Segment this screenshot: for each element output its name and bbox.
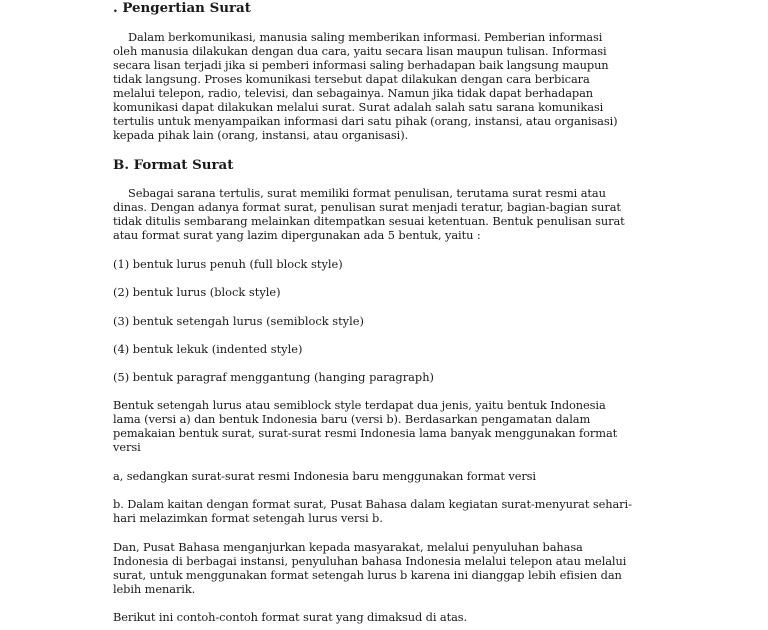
paragraph-line: Bentuk setengah lurus atau semiblock style terdapat dua jenis, yaitu bentuk Indonesia [113,398,606,412]
paragraph-line: atau format surat yang lazim dipergunakan ada 5 bentuk, yaitu : [113,228,481,242]
format-list [113,257,434,398]
section-b-heading: B. Format Surat [113,157,234,173]
list-item: (3) bentuk setengah lurus (semiblock style) [113,313,364,328]
paragraph-line: Berikut ini contoh-contoh format surat yang dimaksud di atas. [113,610,468,624]
paragraph-line: tertulis untuk menyampaikan informasi dari satu pihak (orang, instansi, atau organisasi) [113,114,618,128]
paragraph-semiblock [113,398,617,454]
paragraph-line: Indonesia di berbagai instansi, penyuluhan bahasa Indonesia melalui telepon atau melalui [113,554,627,568]
paragraph-version-a [113,469,536,483]
list-item: (1) bentuk lurus penuh (full block style) [113,257,343,271]
paragraph-line: melalui telepon, radio, televisi, dan sebagainya. Namun jika tidak dapat berhadapan [113,86,594,100]
paragraph-version-b [113,497,632,525]
paragraph-line: kepada pihak lain (orang, instansi, atau organisasi). [113,128,409,142]
paragraph-line: versi [113,440,141,454]
paragraph-line: b. Dalam kaitan dengan format surat, Pusat Bahasa dalam kegiatan surat-menyurat sehari- [113,497,632,511]
paragraph-line: secara lisan terjadi jika si pemberi informasi saling berhadapan baik langsung maupun [113,58,609,72]
paragraph-line: oleh manusia dilakukan dengan dua cara, yaitu secara lisan maupun tulisan. Informasi [113,44,607,58]
paragraph-line: Dalam berkomunikasi, manusia saling memberikan informasi. Pemberian informasi [128,30,603,44]
paragraph-line: tidak ditulis sembarang melainkan ditempatkan sesuai ketentuan. Bentuk penulisan surat [113,214,625,228]
section-a-heading: . Pengertian Surat [113,0,251,16]
paragraph-line: tidak langsung. Proses komunikasi tersebut dapat dilakukan dengan cara berbicara [113,72,590,86]
list-item: (5) bentuk paragraf menggantung (hanging paragraph) [113,370,435,385]
paragraph-line: hari melazimkan format setengah lurus versi b. [113,511,383,525]
section-b-intro [113,186,625,242]
paragraph-line: lebih menarik. [113,582,196,596]
paragraph-line: lama (versi a) dan bentuk Indonesia baru (versi b). Berdasarkan pengamatan dalam [113,412,591,426]
paragraph-line: dinas. Dengan adanya format surat, penulisan surat menjadi teratur, bagian-bagian surat [113,200,621,214]
section-a-paragraph [113,30,617,142]
paragraph-line: pemakaian bentuk surat, surat-surat resmi Indonesia lama banyak menggunakan format [113,426,618,440]
list-item: (2) bentuk lurus (block style) [113,285,281,300]
paragraph-line: surat, untuk menggunakan format setengah lurus b karena ini dianggap lebih efisien dan [113,568,622,582]
list-item: (4) bentuk lekuk (indented style) [113,341,303,356]
paragraph-closing [113,610,467,624]
paragraph-line: Sebagai sarana tertulis, surat memiliki format penulisan, terutama surat resmi atau [128,186,606,200]
paragraph-recommendation [113,540,626,596]
paragraph-line: Dan, Pusat Bahasa menganjurkan kepada masyarakat, melalui penyuluhan bahasa [113,540,583,554]
paragraph-line: a, sedangkan surat-surat resmi Indonesia baru menggunakan format versi [113,469,536,483]
paragraph-line: komunikasi dapat dilakukan melalui surat. Surat adalah salah satu sarana komunikasi [113,100,604,114]
